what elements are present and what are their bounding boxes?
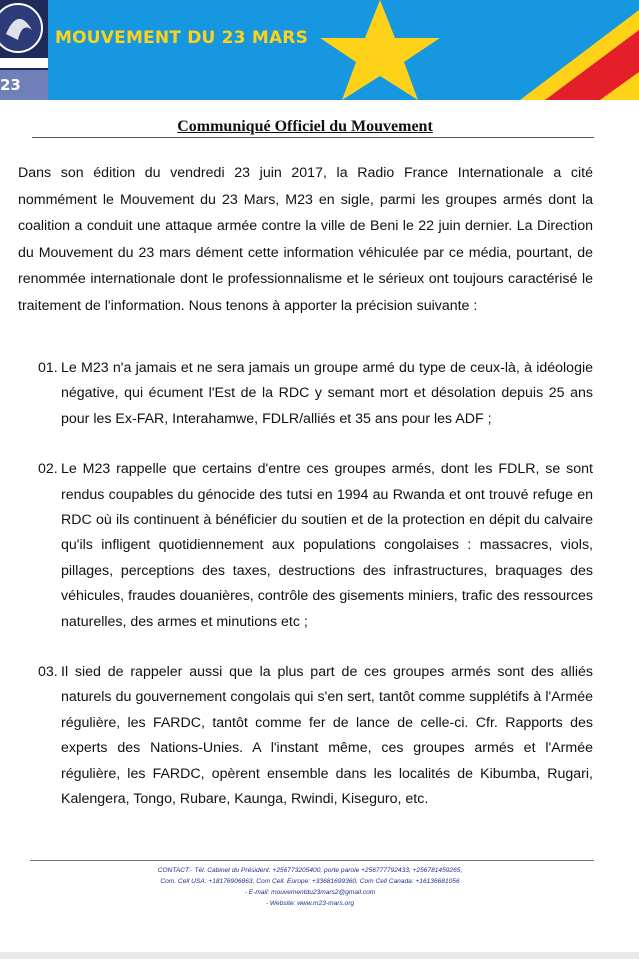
list-item-number: 02. [38,461,58,478]
banner-title: MOUVEMENT DU 23 MARS [55,28,309,48]
footer-phone-line: CONTACT:- Tél. Cabinet du Président: +256773205400, porte parole +256777792433, +256781459265, [157,867,463,874]
list-item [38,660,593,812]
page-title: Communiqué Officiel du Mouvement [177,118,433,135]
list-item [38,356,593,432]
footer-cell-line: Com. Cell USA: +18176906863, Com Cell. Europe: +33681699360, Com Cell Canada: +16136681056 [160,878,460,885]
logo-number: 23 [0,76,21,94]
statement-list [38,356,593,838]
banner-flag-graphic [0,0,639,100]
divider [32,137,594,138]
header-banner [0,0,639,100]
intro-paragraph: Dans son édition du vendredi 23 juin 2017, la Radio France Internationale a cité nommément le Mouvement du 23 Mars, M23 en sigle, parmi les groupes armés dont la coalition a conduit une attaque armée contre la ville de Beni le 22 juin dernier. La Direction du Mouvement du 23 mars dément cette information véhiculée par ce média, pourtant, de renommée internationale dont le professionnalisme et le sérieux ont toujours caractérisé le traitement de l'information. Nous tenons à apporter la précision suivante : [18,165,593,314]
list-item [38,457,593,635]
list-item-number: 03. [38,664,58,681]
footer-website-line: - Website: www.m23-mars.org [265,900,355,907]
footer-divider [30,860,594,861]
footer-contact [0,865,620,909]
list-item-text: Le M23 n'a jamais et ne sera jamais un groupe armé du type de ceux-là, à idéologie négative, qui écument l'Est de la RDC y semant mort et désolation depuis 25 ans pour les Ex-FAR, Interahamwe, FDLR/alliés et 35 ans pour les ADF ; [61,360,593,427]
list-item-text: Le M23 rappelle que certains d'entre ces groupes armés, dont les FDLR, se sont rendus coupables du génocide des tutsi en 1994 au Rwanda et ont trouvé refuge en RDC où ils continuent à bénéficier du soutien et de la protection en dépit du calvaire qu'ils infligent quotidiennement aux populations congolaises : massacres, viols, pillages, perceptions des taxes, destructions des infrastructures, braquages des véhicules, fraudes douanières, contrôle des gisements miniers, trafic des ressources naturelles, des armes et minutions etc ; [61,461,593,630]
footer-email-line: - E-mail: mouvementdu23mars2@gmail.com [244,889,376,896]
bottom-strip [0,952,639,959]
list-item-text: Il sied de rappeler aussi que la plus part de ces groupes armés sont des alliés naturels du gouvernement congolais qui s'en sert, tantôt comme supplétifs à l'Armée régulière, les FARDC, tantôt comme fer de lance de celle-ci. Cfr. Rapports des experts des Nations-Unies. A l'instant même, ces groupes armés et l'Armée régulière, les FARDC, opèrent ensemble dans les localités de Kibumba, Rugari, Kalengera, Tongo, Rubare, Kaunga, Rwindi, Kiseguro, etc. [61,664,593,808]
list-item-number: 01. [38,360,58,376]
